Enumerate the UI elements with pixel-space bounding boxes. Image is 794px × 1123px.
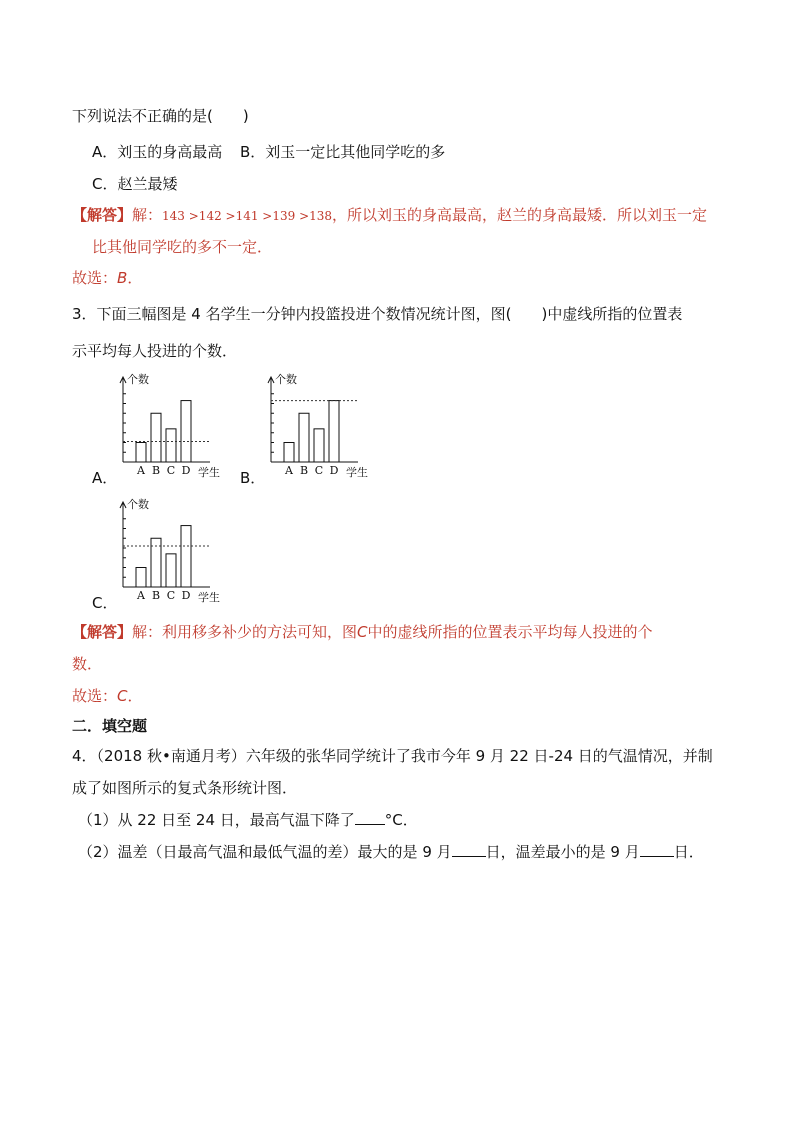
x-axis-label: 学生 (198, 591, 220, 604)
bar-D (181, 401, 191, 462)
q2-option-a: A．刘玉的身高最高 (92, 143, 223, 161)
q4-sub2-blank2 (640, 842, 674, 857)
tick-label-A: A (137, 464, 145, 477)
q4-sub2-text-b: 日，温差最小的是 9 月 (485, 843, 640, 861)
q2-choice (72, 268, 142, 288)
bar-C (314, 429, 324, 462)
y-axis-label: 个数 (127, 373, 149, 386)
q4-sub2-text-c: 日． (673, 843, 704, 861)
answer-text-a: 解：利用移多补少的方法可知，图 (132, 623, 358, 641)
y-axis-label: 个数 (127, 498, 149, 511)
tick-label-A: A (137, 589, 145, 602)
answer-numbers: 143 >142 >141 >139 >138 (162, 209, 333, 223)
answer-tag: 【解答】 (72, 206, 133, 224)
q4-line2: 成了如图所示的复式条形统计图． (72, 779, 298, 797)
bar-D (329, 401, 339, 462)
section-title: 二．填空题 (72, 717, 148, 735)
bar-A (136, 568, 146, 588)
q3-label-b: B． (240, 469, 266, 487)
choice-prefix: 故选： (72, 687, 118, 705)
q3-answer-line2: 数． (72, 655, 103, 673)
bar-B (151, 413, 161, 462)
y-axis-label: 个数 (275, 373, 297, 386)
q4-sub2-text-a: （2）温差（日最高气温和最低气温的差）最大的是 9 月 (78, 843, 452, 861)
q3-answer-line1 (72, 622, 653, 642)
bar-A (136, 443, 146, 463)
tick-label-D: D (181, 464, 191, 477)
q3-label-a: A． (92, 469, 118, 487)
choice-letter: C (117, 687, 128, 705)
answer-tag: 【解答】 (72, 623, 133, 641)
bar-A (284, 443, 294, 463)
tick-label-B: B (151, 464, 161, 477)
bar-D (181, 526, 191, 587)
q4-sub2-blank1 (452, 842, 486, 857)
bar-B (299, 413, 309, 462)
x-axis-label: 学生 (346, 466, 368, 479)
tick-label-B: B (299, 464, 309, 477)
q2-answer-line2: 比其他同学吃的多不一定． (92, 238, 273, 256)
x-axis-label: 学生 (198, 466, 220, 479)
q2-prompt: 下列说法不正确的是( ) (72, 107, 249, 125)
q4-sub1-text: （1）从 22 日至 24 日，最高气温下降了 (78, 811, 355, 829)
tick-label-A: A (285, 464, 293, 477)
bar-C (166, 429, 176, 462)
q2-answer-line1 (72, 205, 707, 226)
chart-a (110, 372, 240, 484)
q3-choice (72, 686, 143, 706)
chart-c (110, 497, 240, 609)
q2-option-c: C．赵兰最矮 (92, 175, 178, 193)
q3-label-c: C． (92, 594, 118, 612)
tick-label-C: C (166, 589, 176, 602)
choice-prefix: 故选： (72, 269, 118, 287)
tick-label-C: C (314, 464, 324, 477)
chart-b (258, 372, 388, 484)
tick-label-D: D (181, 589, 191, 602)
q4-sub1-blank (355, 810, 385, 825)
bar-C (166, 554, 176, 587)
choice-letter: B (117, 269, 128, 287)
answer-rest: ，所以刘玉的身高最高，赵兰的身高最矮．所以刘玉一定 (332, 206, 708, 224)
tick-label-C: C (166, 464, 176, 477)
answer-letter: C (357, 623, 368, 641)
q2-option-b: B．刘玉一定比其他同学吃的多 (240, 143, 446, 161)
q4-sub1 (78, 810, 418, 830)
tick-label-B: B (151, 589, 161, 602)
tick-label-D: D (329, 464, 339, 477)
answer-prefix: 解： (132, 206, 163, 224)
q4-sub2 (78, 842, 704, 862)
q4-line1: 4．（2018 秋•南通月考）六年级的张华同学统计了我市今年 9 月 22 日-24 日的气温情况，并制 (72, 747, 713, 765)
choice-suffix: ． (127, 269, 143, 287)
q3-stem-line1: 3．下面三幅图是 4 名学生一分钟内投篮投进个数情况统计图，图( )中虚线所指的位置表 (72, 305, 683, 323)
answer-text-b: 中的虚线所指的位置表示平均每人投进的个 (367, 623, 653, 641)
choice-suffix: ． (127, 687, 143, 705)
q3-stem-line2: 示平均每人投进的个数． (72, 342, 238, 360)
q4-sub1-unit: °C． (384, 811, 418, 829)
